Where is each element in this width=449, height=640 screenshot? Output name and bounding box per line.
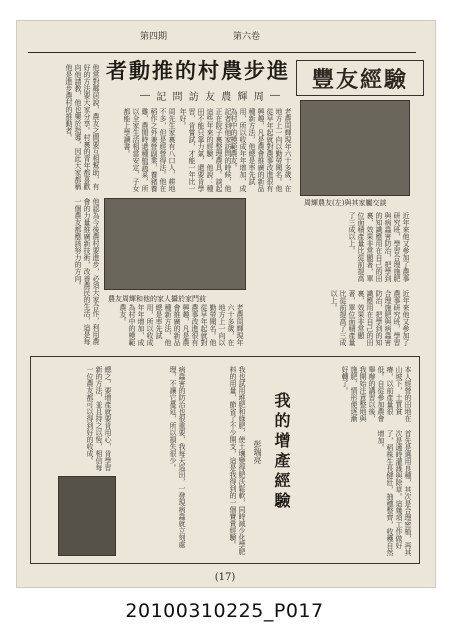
article-text-b2: 首先是選用良種，其次是合理密植，再其次是適時灌溉與除草。這幾項工作做好了，稻株生長健壯，抽穗整齊，收穫自然增加。 (377, 430, 412, 556)
issue-volume: 第六卷 (232, 31, 260, 42)
headline-char: 步 (244, 58, 265, 83)
article-text-a5: 近年來他又參加了農事研究班，學習合理施肥與病蟲害防治，把學到的知識應用在自己的田裏，效果非常顯著，單位面積產量比從前提高了三成以上。 (348, 212, 410, 282)
article-text-a6: 他認為今後農村要進步，必須大家合作，利用農會的力量推廣新技術，改善農民的生活，這是每一個農友都應該努力的方向。 (74, 198, 100, 345)
farmer-photo (300, 100, 410, 196)
image-id: 20100310225_P017 (125, 600, 324, 622)
headline-char: 的 (175, 58, 196, 83)
headline-char: 者 (106, 58, 127, 83)
headline-char: 進 (267, 58, 288, 83)
headline (106, 56, 288, 84)
subhead-char: ― (140, 89, 150, 101)
headline-char: 農 (221, 58, 242, 83)
article-title: 我的增產經驗 (272, 392, 291, 512)
article-text-b4: 病蟲害的防治也很重要，我每天巡田，一發現病蟲就立刻處理，不讓它蔓延，所以損失很少。 (169, 366, 186, 548)
headline-char: 推 (152, 58, 173, 83)
article-text-b1: 本人經營的田地在山坡下，土質貧瘠，以前產量很低。自從參加農會舉辦的講習以後，我開始注意整地與施肥，情形便逐漸好轉了。 (341, 366, 412, 422)
author-portrait (58, 476, 116, 556)
column-banner (296, 60, 424, 96)
photo-caption-top: 周輝農友(左)與其家屬交談 (304, 199, 387, 207)
page-number: (17) (214, 572, 236, 583)
subhead-char: 輝 (237, 91, 248, 103)
subhead-char: 周 (253, 91, 264, 103)
article-text-a2: 記者到他家訪問的時候，他正在院子裏整理農具。談起這些年來的經驗，他說：種田不能只靠力氣，還要肯學習，肯嘗試，才能一年比一年好。 (179, 108, 232, 192)
article-text-b5: 總之，要增產就要肯用心，肯學習新的方法，並且持之以恆，相信每一位農友都可以得到好的收成。 (86, 366, 112, 471)
subhead-char: 友 (205, 91, 215, 103)
banner-text: 豐友經驗 (311, 66, 408, 93)
article-text-b3: 我也試用堆肥和綠肥，使土壤變得肥沃鬆軟，同時減少化學肥料的用量，節省了不少開支，這是我得到的一個寶貴經驗。 (229, 366, 246, 555)
subhead-char: 農 (221, 91, 232, 103)
issue-number: 第四期 (140, 31, 168, 42)
photo-caption-mid: 農友周輝和他的家人攝於家門前 (108, 295, 206, 303)
subhead-char: ― (270, 89, 280, 101)
header-rule (28, 52, 416, 53)
headline-char: 動 (129, 58, 150, 83)
article-text-a7: 近年來他又參加了農事研究班，學習合理施肥與病蟲害防治，把學到的知識應用在自己的田裏，效果非常顯著，單位面積產量比從前提高了三成以上。 (330, 290, 410, 346)
subhead-char: 訪 (188, 91, 199, 103)
article-text-a1: 老農周輝現年六十多歲，在地方上一向以勤勞聞名。他從早年起就對農事改進很有興趣，凡是農會推廣的新品種新方法，他總是率先試用，所以收成年年增加，成為村中的模範農友。 (230, 108, 292, 192)
article-text-a4: 他常對鄰居說，農友之間要互相幫助，有好的方法要大家分享。村裏的青年都喜歡向他請教，他也樂於指導，因此大家都稱他是進步農村的推動者。 (65, 64, 100, 190)
issue-info (140, 24, 260, 46)
subhead-char: 記 (156, 91, 167, 103)
subhead (140, 88, 280, 102)
article-text-a8: 老農周輝現年六十多歲，在地方上一向以勤勞聞名。他從早年起就對農事改進很有興趣，凡是農會推廣的新品種新方法，他總是率先試用，所以收成年年增加，成為村中的模範農友。 (119, 304, 244, 346)
article-author: 彭瑞亮 (253, 440, 262, 464)
headline-char: 村 (198, 58, 219, 83)
family-photo (104, 198, 246, 290)
article-text-a3: 周先生家裏有八口人，耕地不多，但是經營得法。他在稻作之外兼營副業，養豬養雞，農閒時還種植蔬菜，所以全家生活相當安定，子女都能上學讀書。 (123, 108, 176, 192)
subhead-char: 問 (172, 91, 183, 103)
